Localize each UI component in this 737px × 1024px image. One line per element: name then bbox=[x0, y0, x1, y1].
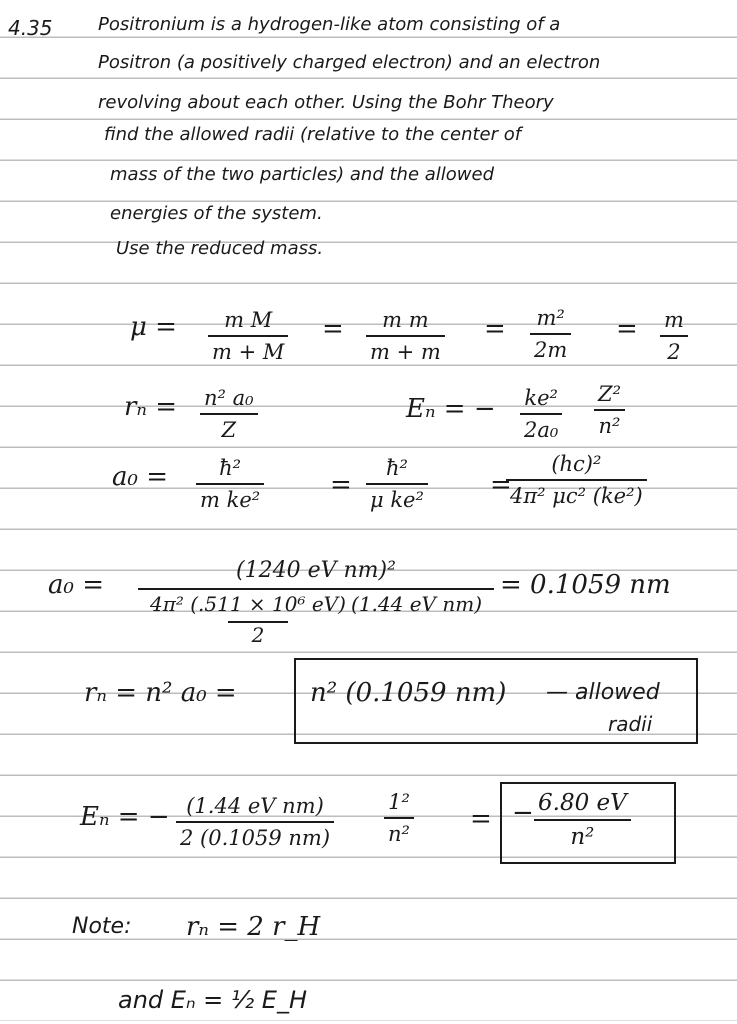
frac-numerator: ke² bbox=[524, 386, 558, 410]
frac-numerator: m bbox=[664, 308, 684, 332]
problem-line-3: revolving about each other. Using the Bohr Theory bbox=[98, 92, 554, 113]
bohr-radius-lhs: a₀ = bbox=[112, 462, 168, 492]
frac-denominator: n² bbox=[388, 822, 410, 847]
note-label: Note: bbox=[72, 914, 132, 939]
a0-value-fraction bbox=[138, 560, 494, 645]
radii-result-boxed-value: n² (0.1059 nm) bbox=[310, 678, 507, 708]
frac-denominator: m ke² bbox=[200, 488, 261, 513]
frac-denominator: n² bbox=[598, 414, 621, 439]
radii-result-lhs: rₙ = n² a₀ = bbox=[84, 678, 237, 708]
bohr-radius-frac-1 bbox=[196, 456, 264, 512]
fraction-bar bbox=[366, 483, 428, 485]
energy-result-boxed-sign: − bbox=[512, 798, 534, 828]
problem-number: 4.35 bbox=[8, 16, 53, 40]
a0-value-numerator: (1240 eV nm)² bbox=[236, 558, 396, 583]
note-line-1: rₙ = 2 r_H bbox=[186, 912, 321, 942]
energy-result-boxed-frac bbox=[534, 790, 631, 851]
frac-denominator: 2 (0.1059 nm) bbox=[180, 826, 331, 851]
fraction-bar bbox=[660, 335, 688, 337]
frac-numerator: n² a₀ bbox=[204, 386, 254, 410]
frac-numerator: ħ² bbox=[219, 456, 242, 480]
problem-line-7: Use the reduced mass. bbox=[116, 238, 324, 259]
fraction-bar bbox=[176, 821, 334, 823]
energy-formula-frac-1 bbox=[520, 386, 562, 442]
problem-line-5: mass of the two particles) and the allowed bbox=[110, 164, 495, 185]
frac-denominator: μ ke² bbox=[370, 488, 424, 513]
fraction-bar bbox=[594, 409, 625, 411]
problem-line-2: Positron (a positively charged electron) and an electron bbox=[98, 52, 601, 73]
frac-numerator: 1² bbox=[388, 790, 410, 814]
fraction-bar bbox=[534, 819, 631, 821]
radius-formula-frac bbox=[200, 386, 258, 442]
reduced-mass-frac-4 bbox=[660, 308, 688, 364]
problem-line-1: Positronium is a hydrogen-like atom consisting of a bbox=[98, 14, 561, 35]
frac-numerator: ħ² bbox=[385, 456, 408, 480]
frac-numerator: Z² bbox=[598, 382, 622, 406]
energy-result-frac-1 bbox=[176, 794, 334, 850]
reduced-mass-frac-3 bbox=[530, 306, 571, 362]
a0-denominator-coulomb-term: (1.44 eV nm) bbox=[351, 592, 483, 616]
note-line-2: and Eₙ = ½ E_H bbox=[118, 986, 307, 1014]
frac-numerator: m² bbox=[536, 306, 565, 330]
bohr-radius-frac-3 bbox=[506, 452, 647, 508]
frac-numerator: m M bbox=[224, 308, 273, 332]
fraction-bar bbox=[138, 588, 494, 590]
equals-sign: = bbox=[322, 314, 344, 344]
equals-sign: = bbox=[490, 470, 512, 500]
fraction-bar bbox=[196, 483, 264, 485]
reduced-mass-frac-1 bbox=[208, 308, 288, 364]
frac-denominator: 2m bbox=[534, 338, 568, 363]
energy-result-frac-2 bbox=[384, 790, 414, 846]
a0-value-lhs: a₀ = bbox=[48, 570, 104, 600]
energy-formula-frac-2 bbox=[594, 382, 625, 438]
frac-numerator: (hc)² bbox=[551, 452, 602, 476]
radius-formula-lhs: rₙ = bbox=[124, 392, 178, 422]
problem-line-6: energies of the system. bbox=[110, 203, 323, 224]
reduced-mass-lhs: μ = bbox=[130, 312, 177, 342]
frac-denominator: Z bbox=[221, 418, 237, 443]
equals-sign: = bbox=[484, 314, 506, 344]
fraction-bar bbox=[520, 413, 562, 415]
frac-denominator: 2 bbox=[667, 340, 681, 365]
a0-denominator-electron-term: 4π² (.511 × 10⁶ eV) bbox=[149, 592, 346, 616]
frac-denominator: 2a₀ bbox=[524, 418, 559, 443]
radii-result-note-2: radii bbox=[608, 712, 653, 736]
frac-numerator: m m bbox=[382, 308, 429, 332]
frac-denominator: m + M bbox=[212, 340, 285, 365]
frac-denominator: 4π² μc² (ke²) bbox=[510, 484, 643, 509]
frac-numerator: (1.44 eV nm) bbox=[186, 794, 324, 818]
fraction-bar bbox=[384, 817, 414, 819]
equals-sign: = bbox=[470, 804, 492, 834]
frac-numerator: 6.80 eV bbox=[538, 790, 627, 816]
frac-denominator: m + m bbox=[370, 340, 441, 365]
reduced-mass-frac-2 bbox=[366, 308, 445, 364]
a0-value-result: = 0.1059 nm bbox=[500, 570, 671, 600]
equals-sign: = bbox=[330, 470, 352, 500]
problem-line-4: find the allowed radii (relative to the center of bbox=[104, 124, 522, 145]
a0-value-denominator bbox=[138, 594, 494, 615]
fraction-bar bbox=[506, 479, 647, 481]
frac-denominator: n² bbox=[570, 824, 595, 851]
bohr-radius-frac-2 bbox=[366, 456, 428, 512]
energy-formula-lhs: Eₙ = − bbox=[406, 394, 496, 424]
energy-result-lhs: Eₙ = − bbox=[80, 802, 170, 832]
equals-sign: = bbox=[616, 314, 638, 344]
fraction-bar bbox=[200, 413, 258, 415]
fraction-bar bbox=[530, 333, 571, 335]
a0-denominator-half: 2 bbox=[228, 621, 288, 645]
fraction-bar bbox=[208, 335, 288, 337]
radii-result-note-1: — allowed bbox=[546, 680, 660, 705]
fraction-bar bbox=[366, 335, 445, 337]
